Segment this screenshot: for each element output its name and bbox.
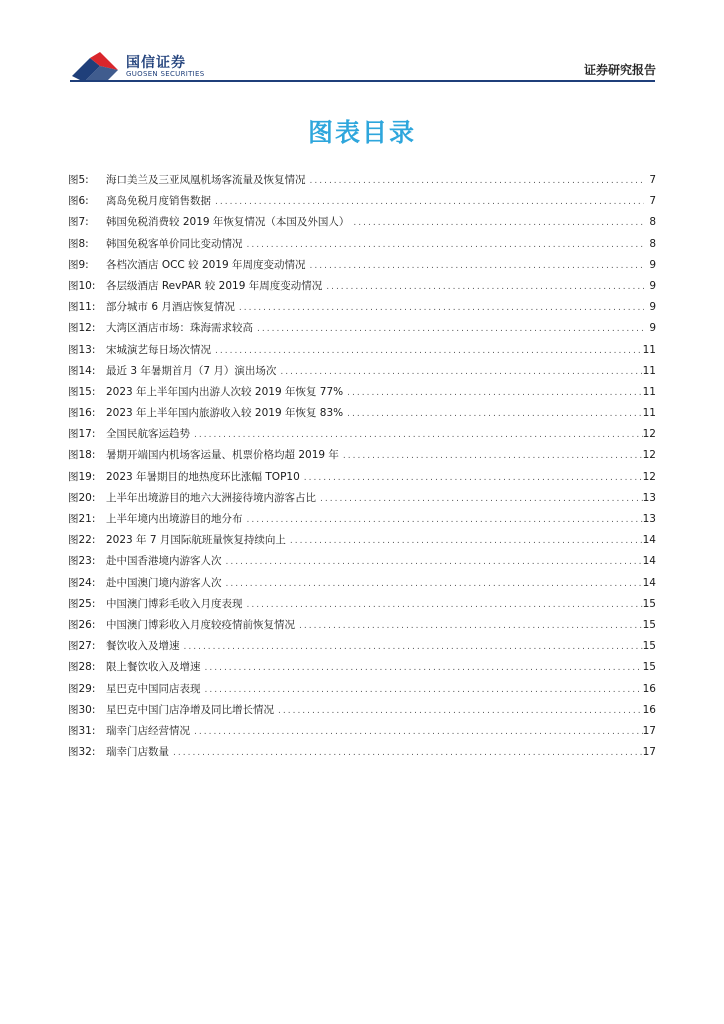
toc-entry-page: 11	[642, 407, 656, 420]
toc-entry-page: 11	[642, 343, 656, 356]
toc-entry[interactable]	[68, 170, 656, 191]
toc-entry-label: 图24:	[68, 576, 96, 589]
toc-dot-leader	[322, 277, 644, 298]
toc-dot-leader	[211, 341, 643, 362]
toc-entry-title[interactable]: 赴中国香港境内游客人次	[106, 555, 222, 568]
toc-entry-page: 13	[642, 491, 656, 504]
toc-entry-title[interactable]: 宋城演艺每日场次情况	[106, 343, 211, 356]
toc-entry-label: 图23:	[68, 555, 96, 568]
toc-entry-title[interactable]: 2023 年上半年国内旅游收入较 2019 年恢复 83%	[106, 407, 344, 420]
toc-dot-leader	[306, 171, 645, 192]
page-header	[0, 0, 724, 90]
toc-dot-leader	[201, 680, 643, 701]
toc-entry-label: 图18:	[68, 449, 96, 462]
toc-entry[interactable]	[68, 403, 656, 424]
toc-entry-page: 14	[642, 534, 656, 547]
toc-entry-page: 15	[642, 661, 656, 674]
toc-entry-label: 图8:	[68, 237, 89, 250]
toc-entry-title[interactable]: 限上餐饮收入及增速	[106, 661, 201, 674]
toc-entry-label: 图16:	[68, 407, 96, 420]
toc-entry-label: 图29:	[68, 682, 96, 695]
toc-dot-leader	[343, 404, 642, 425]
toc-entry-title[interactable]: 全国民航客运趋势	[106, 428, 190, 441]
toc-dot-leader	[243, 510, 643, 531]
toc-dot-leader	[274, 701, 643, 722]
toc-entry-title[interactable]: 2023 年暑期目的地热度环比涨幅 TOP10	[106, 470, 300, 483]
toc-dot-leader	[243, 235, 645, 256]
toc-entry-title[interactable]: 海口美兰及三亚凤凰机场客流量及恢复情况	[106, 174, 306, 186]
toc-dot-leader	[222, 574, 643, 595]
toc-entry[interactable]	[68, 424, 656, 445]
toc-entry-page: 12	[642, 428, 656, 441]
toc-entry[interactable]	[68, 700, 656, 721]
toc-entry[interactable]	[68, 721, 656, 742]
header-divider	[70, 80, 655, 82]
toc-entry-page: 9	[649, 279, 656, 292]
toc-entry-title[interactable]: 瑞幸门店数量	[106, 746, 169, 759]
toc-entry-label: 图30:	[68, 703, 96, 716]
toc-dot-leader	[190, 722, 643, 743]
toc-entry-title[interactable]: 上半年境内出境游目的地分布	[106, 513, 243, 525]
toc-entry-page: 15	[642, 640, 656, 653]
toc-entry-page: 14	[642, 555, 656, 568]
toc-entry[interactable]	[68, 276, 656, 297]
toc-entry[interactable]	[68, 488, 656, 509]
toc-entry-label: 图17:	[68, 428, 96, 441]
toc-entry[interactable]	[68, 530, 656, 551]
toc-entry[interactable]	[68, 361, 656, 382]
toc-dot-leader	[286, 531, 643, 552]
toc-entry[interactable]	[68, 657, 656, 678]
toc-entry-label: 图25:	[68, 597, 96, 610]
toc-entry-page: 14	[642, 576, 656, 589]
toc-entry-label: 图13:	[68, 343, 96, 356]
toc-entry-title[interactable]: 暑期开端国内机场客运量、机票价格均超 2019 年	[106, 449, 339, 462]
toc-entry-title[interactable]: 赴中国澳门境内游客人次	[106, 576, 222, 589]
toc-entry-label: 图32:	[68, 746, 96, 759]
toc-entry-page: 11	[642, 364, 656, 377]
toc-entry-title[interactable]: 韩国免税消费较 2019 年恢复情况（本国及外国人）	[106, 216, 350, 229]
toc-entry-label: 图27:	[68, 640, 96, 653]
toc-dot-leader	[306, 256, 645, 277]
toc-entry-title[interactable]: 2023 年 7 月国际航班量恢复持续向上	[106, 534, 286, 547]
toc-dot-leader	[295, 616, 643, 637]
toc-entry-title[interactable]: 最近 3 年暑期首月（7 月）演出场次	[106, 364, 277, 377]
toc-entry-page: 7	[649, 174, 656, 186]
toc-entry-page: 8	[649, 216, 656, 229]
toc-entry-page: 17	[642, 724, 656, 737]
toc-entry-label: 图5:	[68, 174, 89, 186]
logo-name-en: GUOSEN SECURITIES	[126, 70, 205, 78]
toc-dot-leader	[169, 743, 643, 764]
toc-entry-page: 13	[642, 513, 656, 525]
toc-entry-title[interactable]: 2023 年上半年国内出游人次较 2019 年恢复 77%	[106, 385, 344, 398]
toc-entry-label: 图22:	[68, 534, 96, 547]
toc-entry-page: 16	[642, 682, 656, 695]
toc-entry-page: 12	[642, 470, 656, 483]
toc-entry-title[interactable]: 部分城市 6 月酒店恢复情况	[106, 301, 235, 314]
toc-entry[interactable]	[68, 340, 656, 361]
toc-entry-page: 17	[642, 746, 656, 759]
toc-dot-leader	[300, 468, 643, 489]
toc-entry-label: 图14:	[68, 364, 96, 377]
toc-entry-label: 图15:	[68, 385, 96, 398]
toc-entry[interactable]	[68, 382, 656, 403]
toc-entry-title[interactable]: 瑞幸门店经营情况	[106, 724, 190, 737]
toc-entry-page: 8	[649, 237, 656, 250]
toc-dot-leader	[349, 213, 644, 234]
toc-entry[interactable]	[68, 636, 656, 657]
toc-entry[interactable]	[68, 573, 656, 594]
toc-entry-label: 图12:	[68, 322, 96, 335]
toc-entry-page: 15	[642, 597, 656, 610]
toc-entry-label: 图10:	[68, 279, 96, 292]
toc-entry-title[interactable]: 中国澳门博彩毛收入月度表现	[106, 597, 243, 610]
toc-entry-label: 图6:	[68, 195, 89, 208]
toc-entry-label: 图9:	[68, 258, 89, 271]
toc-entry[interactable]	[68, 467, 656, 488]
toc-entry-title[interactable]: 离岛免税月度销售数据	[106, 195, 211, 208]
toc-entry[interactable]	[68, 551, 656, 572]
toc-dot-leader	[253, 319, 644, 340]
toc-entry-label: 图28:	[68, 661, 96, 674]
toc-entry-title[interactable]: 餐饮收入及增速	[106, 640, 180, 653]
toc-entry-page: 9	[649, 258, 656, 271]
toc-dot-leader	[211, 192, 644, 213]
toc-entry[interactable]	[68, 318, 656, 339]
toc-dot-leader	[339, 446, 643, 467]
table-of-figures	[68, 170, 656, 763]
toc-entry[interactable]	[68, 255, 656, 276]
toc-dot-leader	[316, 489, 643, 510]
toc-dot-leader	[235, 298, 644, 319]
toc-entry[interactable]	[68, 679, 656, 700]
toc-entry-title[interactable]: 中国澳门博彩收入月度较疫情前恢复情况	[106, 618, 295, 631]
toc-dot-leader	[243, 595, 643, 616]
toc-entry-title[interactable]: 星巴克中国门店净增及同比增长情况	[106, 703, 274, 716]
toc-entry-title[interactable]: 上半年出境游目的地六大洲接待境内游客占比	[106, 491, 316, 504]
toc-entry[interactable]	[68, 297, 656, 318]
toc-entry-page: 12	[642, 449, 656, 462]
toc-entry-title[interactable]: 韩国免税客单价同比变动情况	[106, 237, 243, 250]
toc-entry-label: 图11:	[68, 301, 96, 314]
toc-entry-title[interactable]: 星巴克中国同店表现	[106, 682, 201, 695]
toc-entry-page: 7	[649, 195, 656, 208]
toc-entry[interactable]	[68, 234, 656, 255]
toc-entry-label: 图21:	[68, 513, 96, 525]
toc-entry-label: 图31:	[68, 724, 96, 737]
toc-entry-label: 图7:	[68, 216, 89, 229]
toc-entry-label: 图26:	[68, 618, 96, 631]
toc-dot-leader	[180, 637, 643, 658]
report-type-label: 证券研究报告	[583, 63, 656, 77]
toc-entry-title[interactable]: 各层级酒店 RevPAR 较 2019 年周度变动情况	[106, 279, 323, 292]
toc-entry[interactable]	[68, 594, 656, 615]
toc-dot-leader	[276, 362, 642, 383]
toc-entry[interactable]	[68, 191, 656, 212]
toc-entry[interactable]	[68, 615, 656, 636]
toc-dot-leader	[190, 425, 643, 446]
toc-entry-page: 16	[642, 703, 656, 716]
page-title: 图表目录	[307, 118, 416, 147]
toc-entry-page: 15	[642, 618, 656, 631]
toc-entry[interactable]	[68, 445, 656, 466]
toc-dot-leader	[201, 658, 643, 679]
toc-entry-label: 图20:	[68, 491, 96, 504]
toc-entry-title[interactable]: 大湾区酒店市场：珠海需求较高	[106, 322, 253, 335]
toc-entry-page: 11	[642, 385, 656, 398]
toc-dot-leader	[343, 383, 642, 404]
toc-entry-page: 9	[649, 301, 656, 314]
toc-entry-label: 图19:	[68, 470, 96, 483]
toc-entry[interactable]	[68, 509, 656, 530]
toc-entry[interactable]	[68, 212, 656, 233]
toc-dot-leader	[222, 552, 643, 573]
guosen-logo-icon	[70, 50, 122, 84]
toc-entry[interactable]	[68, 742, 656, 763]
toc-entry-page: 9	[649, 322, 656, 335]
logo-name-cn: 国信证券	[126, 55, 186, 71]
toc-entry-title[interactable]: 各档次酒店 OCC 较 2019 年周度变动情况	[106, 258, 306, 271]
